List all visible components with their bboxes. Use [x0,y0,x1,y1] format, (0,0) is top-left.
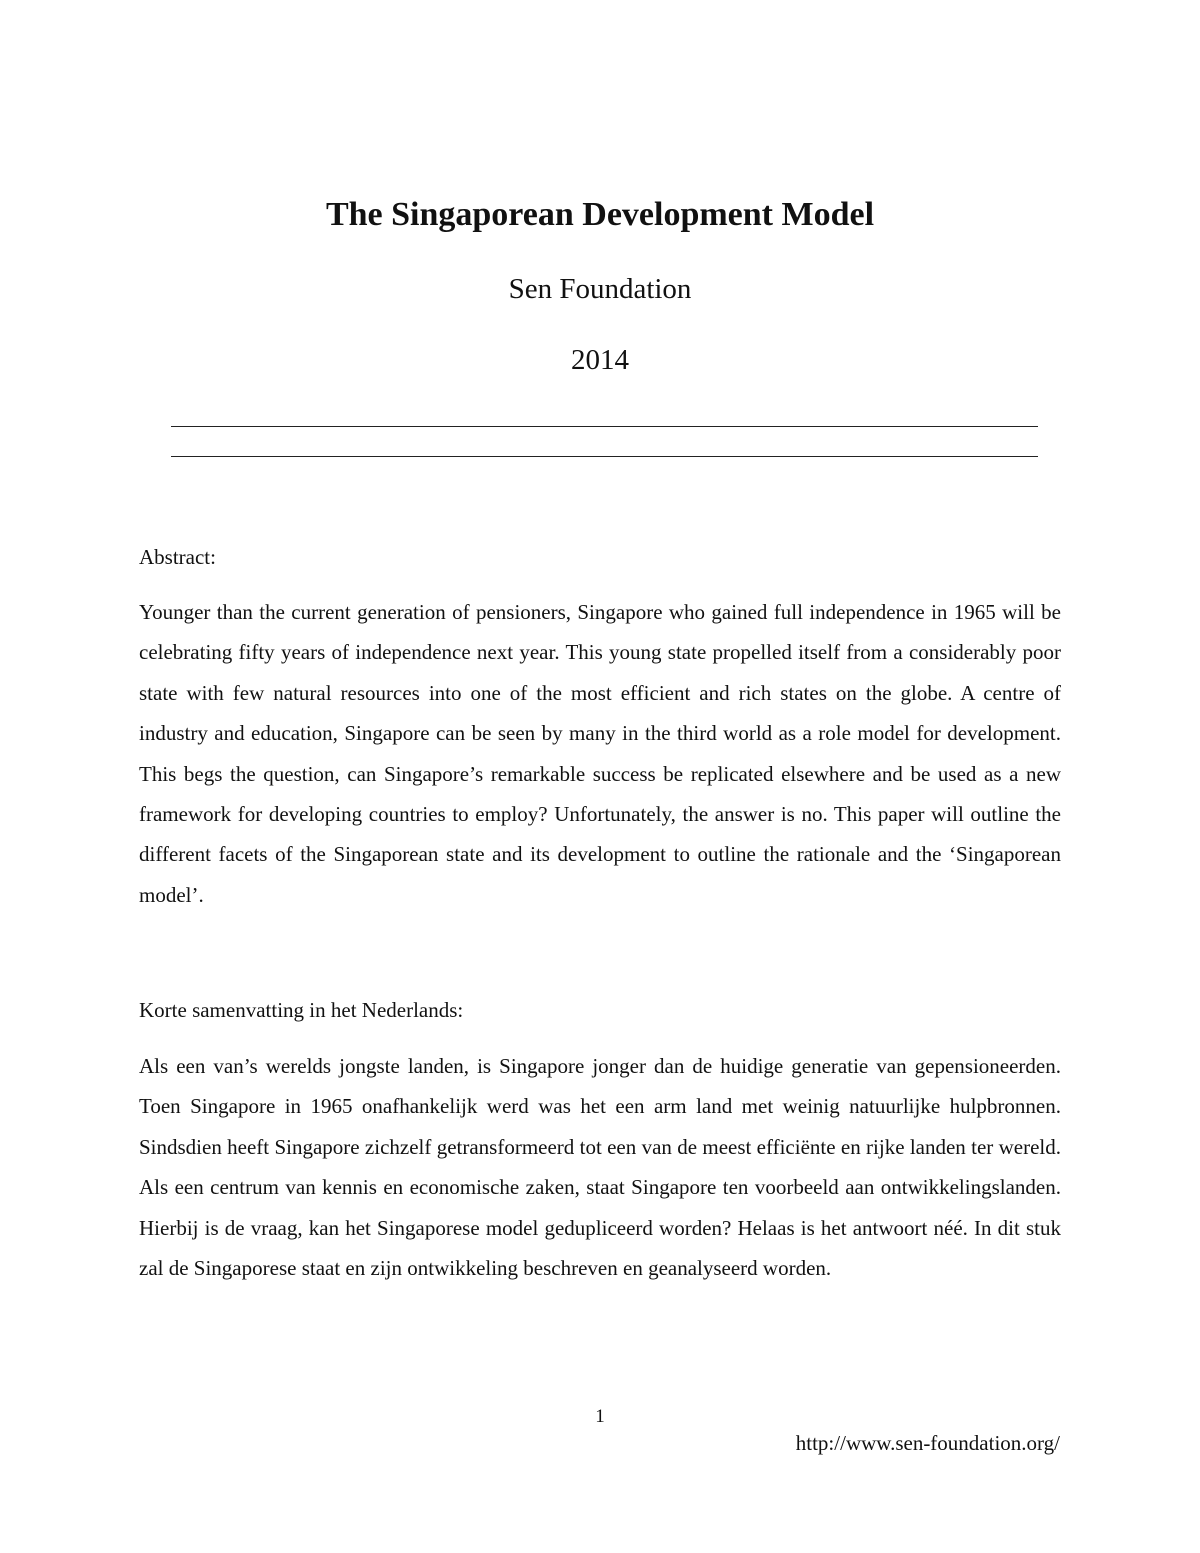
abstract-heading: Abstract: [139,545,216,569]
page-number: 1 [595,1406,605,1427]
footer-url: http://www.sen-foundation.org/ [795,1431,1060,1455]
dutch-summary-heading: Korte samenvatting in het Nederlands: [139,998,464,1022]
document-title: The Singaporean Development Model [325,196,875,233]
divider-line-bottom [171,456,1038,457]
document-year: 2014 [571,344,629,376]
abstract-body: Younger than the current generation of pensioners, Singapore who gained full independence in 1965 will be celebrating fifty years of independence next year. This young state propelled itself from a considerably poor state with few natural resources into one of the most efficient and rich states on the globe. A centre of industry and education, Singapore can be seen by many in the third world as a role model for development. This begs the question, can Singapore’s remarkable success be replicated elsewhere and be used as a new framework for developing countries to employ? Unfortunately, the answer is no. This paper will outline the different facets of the Singaporean state and its development to outline the rationale and the ‘Singaporean model’. [139,600,1061,907]
divider-line-top [171,426,1038,427]
document-author: Sen Foundation [508,273,692,305]
dutch-summary-body: Als een van’s werelds jongste landen, is Singapore jonger dan de huidige generatie van gepensioneerden. Toen Singapore in 1965 onafhankelijk werd was het een arm land met weinig natuurlijke hulpbronnen. Sindsdien heeft Singapore zichzelf getransformeerd tot een van de meest efficiënte en rijke landen ter wereld. Als een centrum van kennis en economische zaken, staat Singapore ten voorbeeld aan ontwikkelingslanden. Hierbij is de vraag, kan het Singaporese model gedupliceerd worden? Helaas is het antwoort néé. In dit stuk zal de Singaporese staat en zijn ontwikkeling beschreven en geanalyseerd worden. [139,1054,1061,1281]
